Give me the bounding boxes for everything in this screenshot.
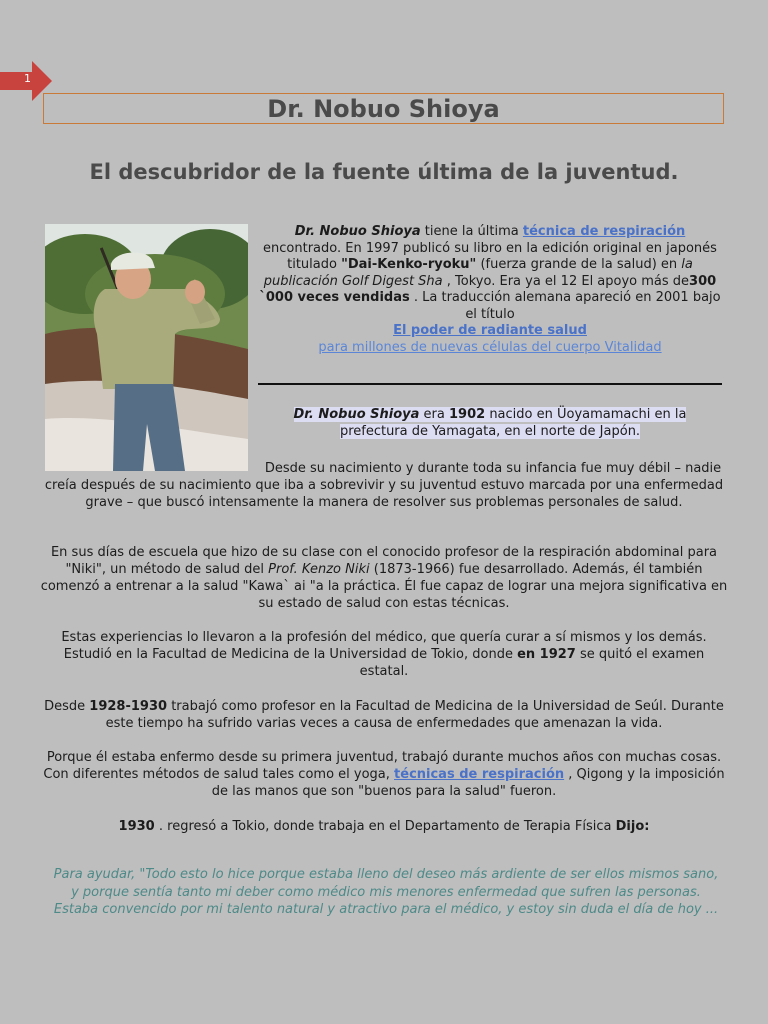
- quote-paragraph: Para ayudar, "Todo esto lo hice porque estaba lleno del deseo más ardiente de ser ellos mismos sano, y porque sentía tanto mi deber como médico mis menores enfermedad que sufren las personas. Estaba convencido por mi talento natural y atractivo para el médico, y estoy sin duda el día de hoy ...: [53, 867, 719, 917]
- birth-text-2: nacido en Üoyamamachi en la prefectura de Yamagata, en el norte de Japón.: [339, 407, 687, 439]
- tokyo-text: . regresó a Tokio, donde trabaja en el Departamento de Terapia Física: [154, 819, 616, 834]
- seoul-paragraph: [40, 698, 728, 732]
- birth-paragraph: [258, 406, 722, 440]
- birth-text-1: era: [419, 407, 449, 422]
- childhood-paragraph: Desde su nacimiento y durante toda su infancia fue muy débil – nadie creía después de su nacimiento que iba a sobrevivir y su juventud estuvo marcada por una enfermedad grave – que buscó intensamente la manera de resolver sus problemas personales de salud.: [44, 461, 724, 510]
- book-subtitle-link[interactable]: para millones de nuevas células del cuerpo Vitalidad: [318, 339, 662, 355]
- school-text-2: (1873-1966) fue desarrollado. Además, él también comenzó a entrenar a la salud "Kawa` ai "a la práctica. Él fue capaz de lograr una mejora significativa en su estado de salud con estas técnicas.: [40, 562, 728, 611]
- said-label: Dijo:: [615, 819, 650, 834]
- seoul-text-2: trabajó como profesor en la Facultad de Medicina de la Universidad de Seúl. Durante este tiempo ha sufrido varias veces a causa de enfermedades que amenazan la vida.: [105, 699, 724, 731]
- birth-year: 1902: [449, 407, 486, 422]
- intro-text-2: encontrado. En 1997 publicó su libro en la edición original en japonés titulado: [263, 240, 717, 272]
- book-title-link[interactable]: El poder de radiante salud: [393, 323, 587, 338]
- seoul-text-1: Desde: [44, 699, 90, 714]
- author-name: Dr. Nobuo Shioya: [294, 224, 421, 239]
- exam-year: en 1927: [517, 647, 576, 662]
- breathing-technique-link[interactable]: técnica de respiración: [522, 224, 686, 239]
- seoul-years: 1928-1930: [89, 699, 168, 714]
- tokyo-paragraph: [40, 818, 728, 835]
- medicine-text-1: Estas experiencias lo llevaron a la profesión del médico, que quería curar a sí mismos y los demás. Estudió en la Facultad de Medicina de la Universidad de Tokio, donde: [61, 630, 707, 662]
- book-title-jp: "Dai-Kenko-ryoku": [341, 257, 477, 272]
- copies-sold: 300 `000 veces vendidas: [259, 273, 717, 305]
- intro-text-3: (fuerza grande de la salud) en: [476, 257, 682, 272]
- page-subtitle: El descubridor de la fuente última de la juventud.: [89, 160, 679, 184]
- intro-paragraph: [258, 224, 722, 356]
- publisher-name: la publicación Golf Digest Sha: [263, 257, 693, 289]
- medicine-text-2: se quitó el examen estatal.: [359, 647, 705, 679]
- methods-text-2: , Qigong y la imposición de las manos que son "buenos para la salud" fueron.: [211, 767, 725, 799]
- birth-author-name: Dr. Nobuo Shioya: [293, 407, 420, 422]
- return-year: 1930: [118, 819, 155, 834]
- horizontal-divider: [258, 383, 722, 385]
- intro-text-5: . La traducción alemana apareció en 2001 bajo el título: [409, 290, 721, 322]
- breathing-techniques-link[interactable]: técnicas de respiración: [394, 767, 565, 782]
- medicine-paragraph: [40, 629, 728, 680]
- page-number: 1: [24, 72, 31, 85]
- school-paragraph: [40, 544, 728, 612]
- intro-text-1: tiene la última: [420, 224, 523, 239]
- methods-text-1: Porque él estaba enfermo desde su primera juventud, trabajó durante muchos años con muchas cosas. Con diferentes métodos de salud tales como el yoga,: [43, 750, 722, 782]
- professor-name: Prof. Kenzo Niki: [268, 562, 370, 577]
- page-title: Dr. Nobuo Shioya: [43, 93, 724, 124]
- methods-paragraph: [40, 749, 728, 800]
- intro-text-4: , Tokyo. Era ya el 12 El apoyo más de: [442, 273, 690, 289]
- portrait-photo: [45, 224, 248, 471]
- school-text-1: En sus días de escuela que hizo de su clase con el conocido profesor de la respiración abdominal para "Niki", un método de salud del: [50, 545, 718, 577]
